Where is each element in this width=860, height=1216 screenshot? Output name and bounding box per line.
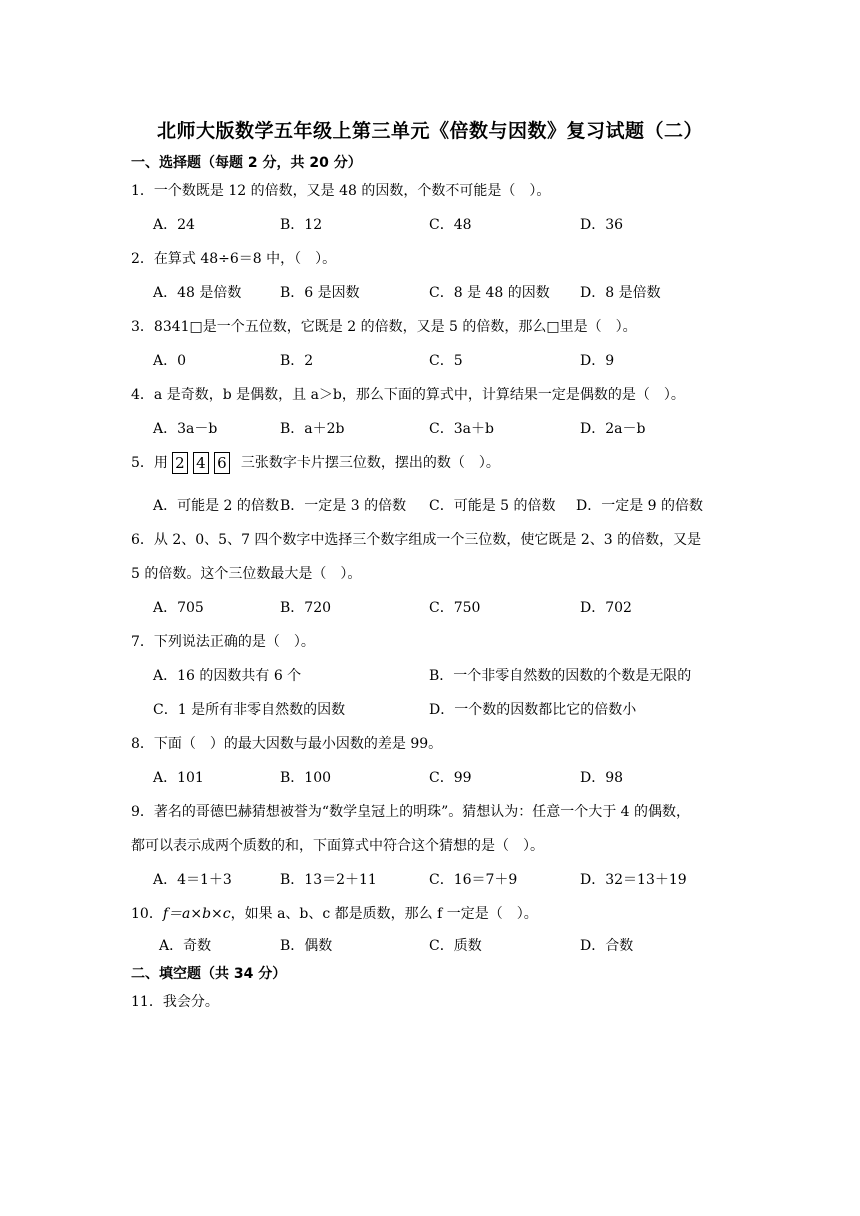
question-10 — [131, 903, 538, 923]
option-b: B．一个非零自然数的因数的个数是无限的 — [429, 668, 692, 684]
question-9-line-2: 都可以表示成两个质数的和，下面算式中符合这个猜想的是（ ）。 — [131, 838, 544, 854]
option-c: C．1 是所有非零自然数的因数 — [153, 702, 346, 718]
option-a: A．4＝1＋3 — [153, 872, 232, 888]
option-d: D．2a－b — [580, 421, 646, 437]
option-b: B．100 — [280, 770, 332, 786]
question-6-line-2: 5 的倍数。这个三位数最大是（ ）。 — [131, 566, 362, 582]
options-7-row-2 — [153, 699, 753, 719]
option-b: B．2 — [280, 353, 314, 369]
option-d: D．32＝13＋19 — [580, 872, 687, 888]
option-a: A．48 是倍数 — [153, 285, 242, 301]
option-c: C．8 是 48 的因数 — [429, 285, 550, 301]
question-10-suffix: ，如果 a、b、c 都是质数，那么 f 一定是（ ）。 — [230, 906, 538, 922]
options-1 — [153, 214, 753, 234]
question-10-prefix: 10． — [131, 906, 163, 922]
option-b: B．12 — [280, 217, 323, 233]
option-d: D．一定是 9 的倍数 — [576, 498, 704, 514]
option-a: A．奇数 — [159, 938, 212, 954]
option-c: C．3a＋b — [429, 421, 494, 437]
option-c: C．48 — [429, 217, 472, 233]
option-c: C．可能是 5 的倍数 — [429, 498, 556, 514]
option-c: C．16＝7＋9 — [429, 872, 518, 888]
option-a: A．3a－b — [153, 421, 218, 437]
digit-cards — [172, 452, 235, 474]
options-9 — [153, 869, 753, 889]
options-5 — [153, 495, 753, 515]
option-d: D．9 — [580, 353, 615, 369]
option-a: A．可能是 2 的倍数 — [153, 498, 279, 514]
option-c: C．5 — [429, 353, 463, 369]
option-c: C．99 — [429, 770, 472, 786]
digit-card: 6 — [214, 452, 230, 474]
option-d: D．98 — [580, 770, 624, 786]
option-b: B．720 — [280, 600, 332, 616]
option-d: D．8 是倍数 — [580, 285, 661, 301]
question-9-line-1: 9．著名的哥德巴赫猜想被誉为“数学皇冠上的明珠”。猜想认为：任意一个大于 4 的偶数， — [131, 804, 691, 820]
question-3: 3．8341□是一个五位数，它既是 2 的倍数，又是 5 的倍数，那么□里是（ ）。 — [131, 319, 637, 335]
question-7: 7．下列说法正确的是（ ）。 — [131, 634, 315, 650]
options-3 — [153, 350, 753, 370]
option-b: B．13＝2＋11 — [280, 872, 377, 888]
option-c: C．750 — [429, 600, 481, 616]
option-a: A．0 — [153, 353, 187, 369]
options-2 — [153, 282, 753, 302]
option-a: A．16 的因数共有 6 个 — [153, 668, 302, 684]
question-8: 8．下面（ ）的最大因数与最小因数的差是 99。 — [131, 736, 443, 752]
option-b: B．6 是因数 — [280, 285, 360, 301]
option-a: A．24 — [153, 217, 195, 233]
question-4: 4．a 是奇数，b 是偶数，且 a＞b，那么下面的算式中，计算结果一定是偶数的是（ ）。 — [131, 387, 685, 403]
option-a: A．705 — [153, 600, 204, 616]
option-a: A．101 — [153, 770, 204, 786]
options-8 — [153, 767, 753, 787]
option-d: D．36 — [580, 217, 624, 233]
page-title: 北师大版数学五年级上第三单元《倍数与因数》复习试题（二） — [156, 120, 703, 142]
option-d: D．702 — [580, 600, 632, 616]
options-6 — [153, 597, 753, 617]
options-7-row-1 — [153, 665, 753, 685]
options-4 — [153, 418, 753, 438]
option-d: D．一个数的因数都比它的倍数小 — [429, 702, 637, 718]
question-1: 1．一个数既是 12 的倍数，又是 48 的因数，个数不可能是（ ）。 — [131, 183, 551, 199]
digit-card: 4 — [193, 452, 209, 474]
digit-card: 2 — [172, 452, 188, 474]
option-c: C．质数 — [429, 938, 482, 954]
question-2: 2．在算式 48÷6＝8 中，（ ）。 — [131, 251, 337, 267]
formula: f＝a×b×c — [162, 906, 231, 922]
question-11: 11．我会分。 — [131, 994, 219, 1010]
section-heading-choice: 一、选择题（每题 2 分，共 20 分） — [131, 155, 362, 171]
question-5-suffix: 三张数字卡片摆三位数，摆出的数（ ）。 — [240, 455, 500, 471]
option-b: B．a＋2b — [280, 421, 345, 437]
options-10 — [159, 935, 759, 955]
option-d: D．合数 — [580, 938, 634, 954]
option-b: B．一定是 3 的倍数 — [280, 498, 407, 514]
question-6-line-1: 6．从 2、0、5、7 四个数字中选择三个数字组成一个三位数，使它既是 2、3 的倍数，又是 — [131, 532, 702, 548]
section-heading-fill: 二、填空题（共 34 分） — [131, 966, 287, 982]
question-5-prefix: 5．用 — [131, 455, 168, 471]
option-b: B．偶数 — [280, 938, 333, 954]
question-5 — [131, 452, 500, 474]
